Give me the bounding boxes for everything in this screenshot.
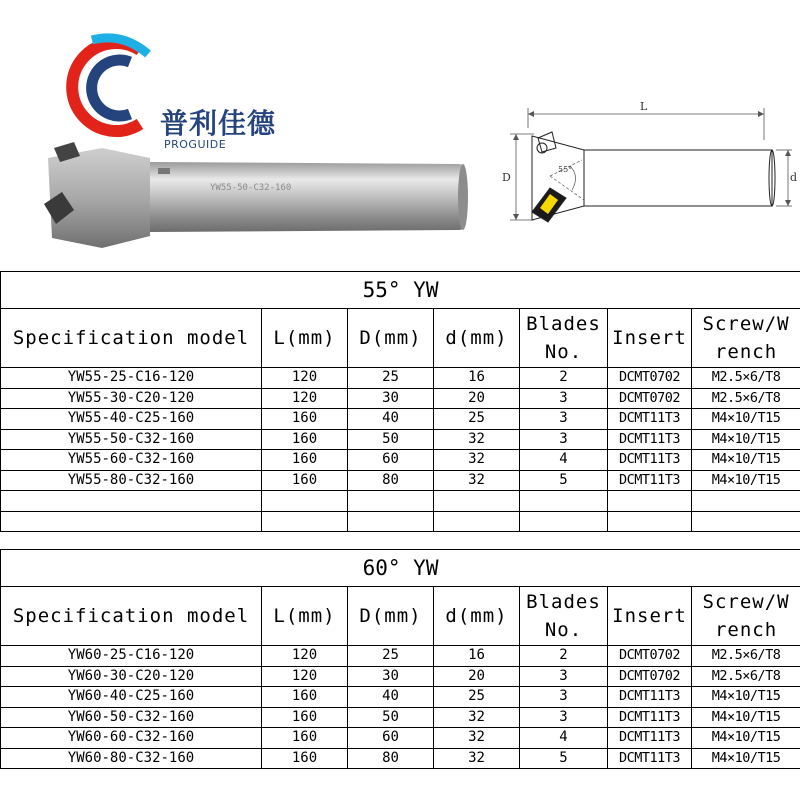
header-cut-diameter: D(mm) (348, 309, 434, 368)
cell-length: 120 (262, 368, 348, 389)
header-screw-wrench: Screw/W rench (692, 587, 800, 646)
cell-cut-diameter: 40 (348, 687, 434, 708)
cell-cut-diameter: 40 (348, 409, 434, 430)
cell-insert: DCMT11T3 (608, 429, 692, 450)
cell-insert (608, 491, 692, 512)
table-row (1, 748, 800, 769)
cell-spec-model: YW60-40-C25-160 (1, 687, 262, 708)
header-insert: Insert (608, 587, 692, 646)
cell-length: 160 (262, 687, 348, 708)
cell-blades: 3 (520, 409, 608, 430)
cell-screw-wrench: M4×10/T15 (692, 748, 800, 769)
table-row (1, 707, 800, 728)
header-shank-diameter: d(mm) (434, 587, 520, 646)
cell-cut-diameter: 80 (348, 470, 434, 491)
cell-blades: 3 (520, 687, 608, 708)
cell-blades: 2 (520, 646, 608, 667)
cell-spec-model (1, 511, 262, 532)
header-blades-no: Blades No. (520, 309, 608, 368)
cell-insert: DCMT11T3 (608, 748, 692, 769)
table-title: 55° YW (1, 272, 800, 309)
cell-spec-model: YW55-80-C32-160 (1, 470, 262, 491)
cell-screw-wrench: M2.5×6/T8 (692, 388, 800, 409)
cell-shank-diameter: 20 (434, 388, 520, 409)
spec-table-55 (0, 271, 800, 532)
table-row (1, 687, 800, 708)
header-blades-no: Blades No. (520, 587, 608, 646)
cell-spec-model: YW60-25-C16-120 (1, 646, 262, 667)
cell-screw-wrench: M4×10/T15 (692, 429, 800, 450)
cell-insert: DCMT0702 (608, 388, 692, 409)
table-row (1, 429, 800, 450)
cell-shank-diameter: 32 (434, 429, 520, 450)
cell-spec-model (1, 491, 262, 512)
header-length: L(mm) (262, 587, 348, 646)
cell-cut-diameter: 30 (348, 666, 434, 687)
cell-insert: DCMT11T3 (608, 409, 692, 430)
tool-dimension-diagram (492, 88, 800, 238)
cell-spec-model: YW55-40-C25-160 (1, 409, 262, 430)
cell-screw-wrench: M4×10/T15 (692, 470, 800, 491)
cell-cut-diameter: 60 (348, 450, 434, 471)
cell-blades: 4 (520, 728, 608, 749)
cell-cut-diameter: 50 (348, 707, 434, 728)
cell-shank-diameter: 20 (434, 666, 520, 687)
cell-screw-wrench: M2.5×6/T8 (692, 646, 800, 667)
table-row (1, 450, 800, 471)
cell-cut-diameter: 80 (348, 748, 434, 769)
cell-screw-wrench: M4×10/T15 (692, 450, 800, 471)
cell-blades: 3 (520, 388, 608, 409)
cell-shank-diameter: 16 (434, 368, 520, 389)
cell-spec-model: YW60-30-C20-120 (1, 666, 262, 687)
cell-insert: DCMT11T3 (608, 687, 692, 708)
cell-blades: 2 (520, 368, 608, 389)
cell-length: 160 (262, 409, 348, 430)
cell-screw-wrench (692, 491, 800, 512)
cell-screw-wrench: M2.5×6/T8 (692, 368, 800, 389)
cell-insert: DCMT11T3 (608, 450, 692, 471)
cell-blades: 4 (520, 450, 608, 471)
table-row (1, 728, 800, 749)
cell-spec-model: YW60-80-C32-160 (1, 748, 262, 769)
cell-length: 120 (262, 666, 348, 687)
cell-blades: 3 (520, 429, 608, 450)
diagram-label-angle: 55° (558, 165, 573, 174)
cell-insert: DCMT11T3 (608, 470, 692, 491)
cell-shank-diameter: 25 (434, 687, 520, 708)
table-row (1, 368, 800, 389)
cell-spec-model: YW55-30-C20-120 (1, 388, 262, 409)
cell-screw-wrench: M4×10/T15 (692, 687, 800, 708)
table-row (1, 666, 800, 687)
cell-cut-diameter: 60 (348, 728, 434, 749)
header-spec-model: Specification model (1, 587, 262, 646)
cell-spec-model: YW55-25-C16-120 (1, 368, 262, 389)
brand-logo (52, 28, 282, 151)
cell-shank-diameter: 16 (434, 646, 520, 667)
cell-length: 160 (262, 429, 348, 450)
cell-shank-diameter: 25 (434, 409, 520, 430)
cell-cut-diameter (348, 491, 434, 512)
milling-cutter-photo (40, 140, 470, 250)
cell-shank-diameter (434, 511, 520, 532)
cell-blades: 5 (520, 748, 608, 769)
cell-spec-model: YW60-60-C32-160 (1, 728, 262, 749)
table-row (1, 409, 800, 430)
cell-insert: DCMT11T3 (608, 707, 692, 728)
cell-blades (520, 511, 608, 532)
cell-spec-model: YW55-50-C32-160 (1, 429, 262, 450)
cell-length: 160 (262, 470, 348, 491)
cell-insert: DCMT11T3 (608, 728, 692, 749)
cell-blades: 5 (520, 470, 608, 491)
header-shank-diameter: d(mm) (434, 309, 520, 368)
table-row (1, 388, 800, 409)
spec-table-60 (0, 549, 800, 769)
cell-shank-diameter: 32 (434, 728, 520, 749)
cell-length (262, 491, 348, 512)
cell-screw-wrench (692, 511, 800, 532)
cell-cut-diameter (348, 511, 434, 532)
cell-length (262, 511, 348, 532)
cell-cut-diameter: 50 (348, 429, 434, 450)
diagram-label-D: D (502, 171, 511, 184)
cell-insert: DCMT0702 (608, 666, 692, 687)
svg-text:YW55-50-C32-160: YW55-50-C32-160 (210, 183, 292, 193)
cell-shank-diameter: 32 (434, 707, 520, 728)
cell-shank-diameter (434, 491, 520, 512)
cell-length: 160 (262, 450, 348, 471)
cell-cut-diameter: 25 (348, 368, 434, 389)
cell-insert (608, 511, 692, 532)
cell-spec-model: YW60-50-C32-160 (1, 707, 262, 728)
cell-screw-wrench: M4×10/T15 (692, 728, 800, 749)
cell-shank-diameter: 32 (434, 450, 520, 471)
header-insert: Insert (608, 309, 692, 368)
table-row (1, 491, 800, 512)
logo-emblem-icon (52, 28, 162, 140)
cell-insert: DCMT0702 (608, 368, 692, 389)
cell-blades: 3 (520, 707, 608, 728)
cell-screw-wrench: M2.5×6/T8 (692, 666, 800, 687)
brand-name-cn: 普利佳德 (160, 107, 277, 140)
table-row (1, 646, 800, 667)
header-length: L(mm) (262, 309, 348, 368)
cell-screw-wrench: M4×10/T15 (692, 409, 800, 430)
diagram-label-d: d (790, 171, 798, 184)
cell-length: 160 (262, 728, 348, 749)
cell-insert: DCMT0702 (608, 646, 692, 667)
brand-name-en: PROGUIDE (164, 138, 227, 151)
header-cut-diameter: D(mm) (348, 587, 434, 646)
cell-length: 120 (262, 388, 348, 409)
cell-blades: 3 (520, 666, 608, 687)
cell-blades (520, 491, 608, 512)
cell-shank-diameter: 32 (434, 748, 520, 769)
cell-shank-diameter: 32 (434, 470, 520, 491)
cell-length: 160 (262, 748, 348, 769)
cell-cut-diameter: 30 (348, 388, 434, 409)
cell-spec-model: YW55-60-C32-160 (1, 450, 262, 471)
cell-length: 160 (262, 707, 348, 728)
cell-length: 120 (262, 646, 348, 667)
cell-screw-wrench: M4×10/T15 (692, 707, 800, 728)
cell-cut-diameter: 25 (348, 646, 434, 667)
header-spec-model: Specification model (1, 309, 262, 368)
header-screw-wrench: Screw/W rench (692, 309, 800, 368)
table-row (1, 511, 800, 532)
table-title: 60° YW (1, 550, 800, 587)
table-row (1, 470, 800, 491)
diagram-label-L: L (640, 100, 648, 113)
